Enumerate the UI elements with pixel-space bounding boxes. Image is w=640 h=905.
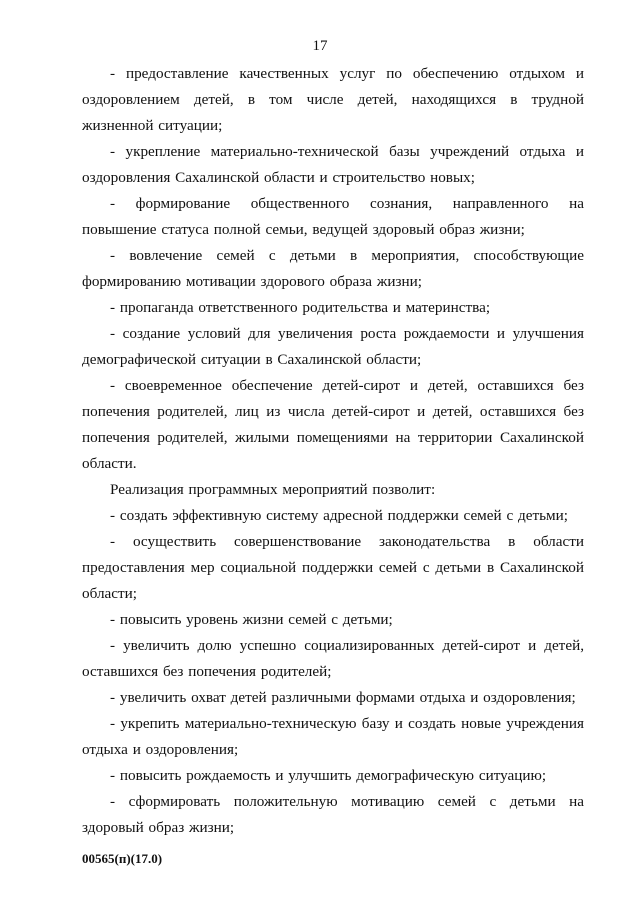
paragraph: - своевременное обеспечение детей-сирот и детей, оставшихся без попечения родителей, лиц из числа детей-сирот и детей, оставшихся без попечения родителей, жилыми помещениями на территории Сахалинской области. xyxy=(82,377,584,472)
paragraph: - повысить уровень жизни семей с детьми; xyxy=(110,611,393,628)
paragraph: - предоставление качественных услуг по обеспечению отдыхом и оздоровлением детей, в том числе детей, находящихся в трудной жизненной ситуации; xyxy=(82,65,584,134)
paragraph: - вовлечение семей с детьми в мероприятия, способствующие формированию мотивации здорового образа жизни; xyxy=(82,247,584,290)
paragraph: - увеличить долю успешно социализированных детей-сирот и детей, оставшихся без попечения родителей; xyxy=(82,637,584,680)
document-code: 00565(п)(17.0) xyxy=(82,851,163,866)
paragraph: - повысить рождаемость и улучшить демографическую ситуацию; xyxy=(110,767,547,784)
paragraph: - увеличить охват детей различными формами отдыха и оздоровления; xyxy=(110,689,576,706)
page-number: 17 xyxy=(312,38,328,54)
paragraph: - формирование общественного сознания, направленного на повышение статуса полной семьи, ведущей здоровый образ жизни; xyxy=(82,195,584,238)
document-body xyxy=(82,61,584,841)
paragraph: - укрепление материально-технической базы учреждений отдыха и оздоровления Сахалинской области и строительство новых; xyxy=(82,143,584,186)
paragraph: Реализация программных мероприятий позволит: xyxy=(110,481,436,498)
paragraph: - создание условий для увеличения роста рождаемости и улучшения демографической ситуации в Сахалинской области; xyxy=(82,325,584,368)
paragraph: - создать эффективную систему адресной поддержки семей с детьми; xyxy=(110,507,568,524)
paragraph: - пропаганда ответственного родительства и материнства; xyxy=(110,299,491,316)
paragraph: - осуществить совершенствование законодательства в области предоставления мер социальной поддержки семей с детьми в Сахалинской области; xyxy=(82,533,584,602)
paragraph: - укрепить материально-техническую базу и создать новые учреждения отдыха и оздоровления; xyxy=(82,715,584,758)
paragraph: - сформировать положительную мотивацию семей с детьми на здоровый образ жизни; xyxy=(82,793,584,836)
